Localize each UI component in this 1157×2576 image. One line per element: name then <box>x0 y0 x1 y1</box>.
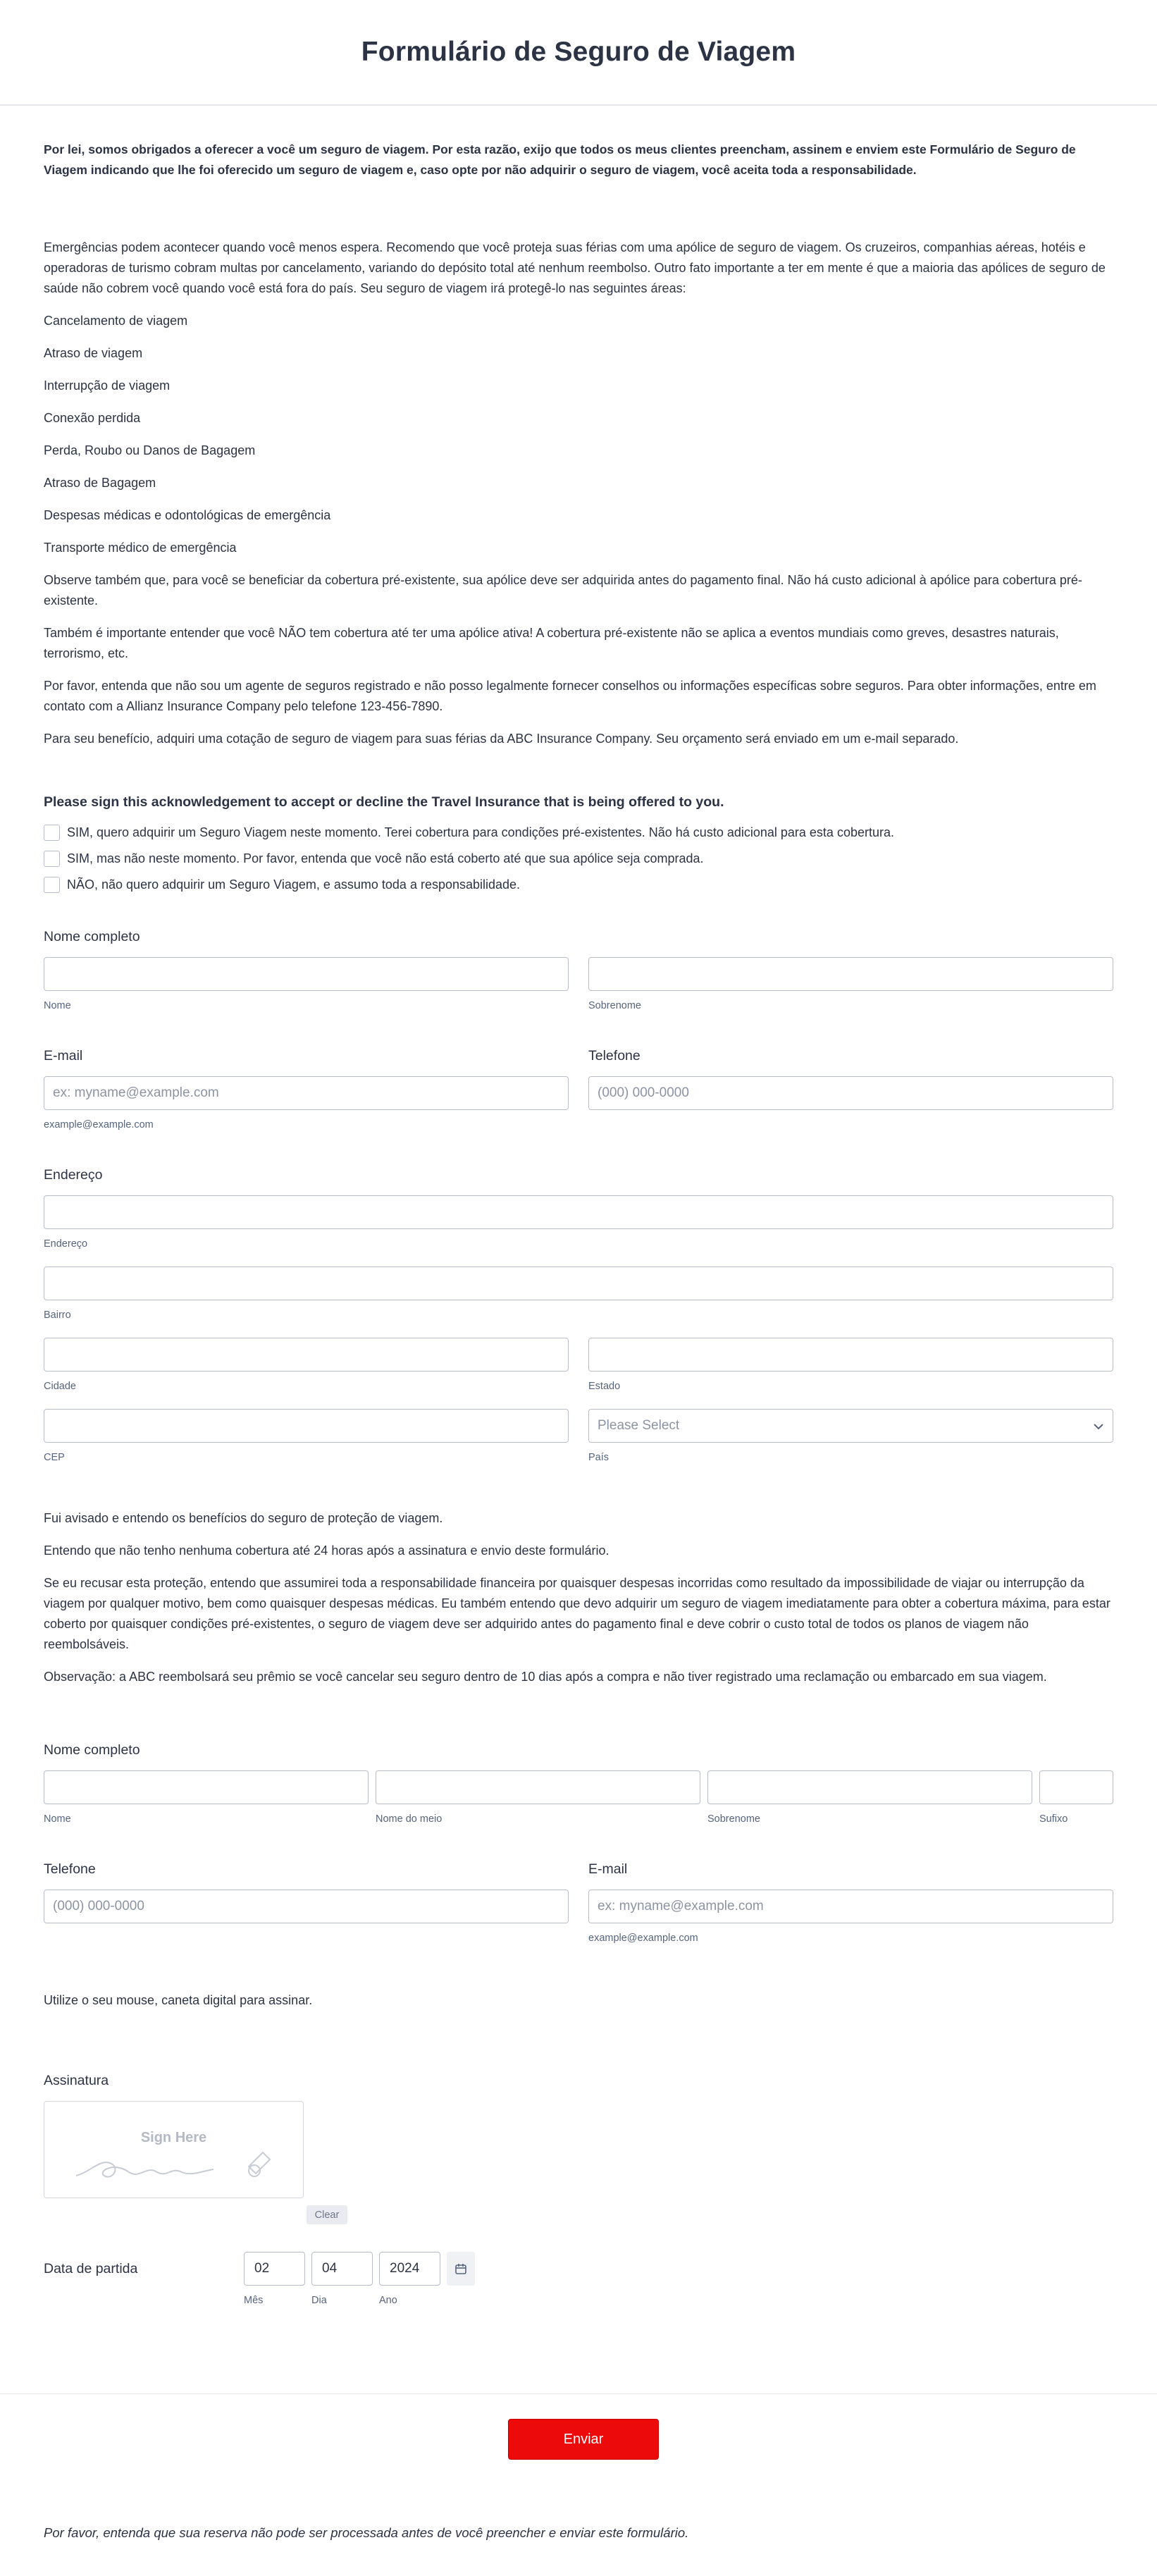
sublabel: Mês <box>244 2295 264 2306</box>
terms-paragraph: Observação: a ABC reembolsará seu prêmio se você cancelar seu seguro dentro de 10 dias após a compra e não tiver registrado uma reclamação ou embarcado em sua viagem. <box>44 1670 1047 1684</box>
field-label: Nome completo <box>44 1742 140 1758</box>
month-input[interactable]: 02 <box>244 2252 305 2286</box>
info-paragraph: Também é importante entender que você NÃO tem cobertura até ter uma apólice ativa! A cobertura pré-existente não se aplica a eventos mundiais como greves, desastres naturais, terrorismo, etc. <box>44 626 1059 660</box>
coverage-item: Interrupção de viagem <box>44 378 171 393</box>
clear-signature-button[interactable]: Clear <box>307 2205 347 2224</box>
field-label: Assinatura <box>44 2073 109 2088</box>
ack-option-label: SIM, mas não neste momento. Por favor, entenda que você não está coberto até que sua apólice seja comprada. <box>67 851 704 865</box>
signer-phone-email-row <box>44 1861 1113 1944</box>
country-select-value: Please Select <box>598 1418 680 1433</box>
year-input[interactable]: 2024 <box>379 2252 440 2286</box>
field-label: Nome completo <box>44 929 140 944</box>
last-name-input[interactable] <box>588 957 1113 991</box>
info-paragraph: Emergências podem acontecer quando você menos espera. Recomendo que você proteja suas férias com uma apólice de seguro de viagem. Os cruzeiros, companhias aéreas, hotéis e operadoras de turismo cobram multas por cancelamento, variando do depósito total até nenhum reembolso. Outro fato importante a ter em mente é que a maioria das apólices de seguro de saúde não cobrem você quando você está fora do país. Seu seguro de viagem irá protegê-lo nas seguintes áreas: <box>44 240 1106 295</box>
info-paragraph: Por favor, entenda que não sou um agente de seguros registrado e não posso legalmente fornecer conselhos ou informações específicas sobre seguros. Para obter informações, entre em contato com a Allianz Insurance Company pelo telefone 123-456-7890. <box>44 679 1096 713</box>
checkbox[interactable] <box>44 851 60 867</box>
signer-email-field[interactable]: ex: myname@example.com <box>588 1890 1113 1923</box>
state-input[interactable] <box>588 1338 1113 1372</box>
coverage-item: Conexão perdida <box>44 411 141 425</box>
coverage-item: Cancelamento de viagem <box>44 314 188 328</box>
info-paragraph: Para seu benefício, adquiri uma cotação de seguro de viagem para suas férias da ABC Insurance Company. Seu orçamento será enviado em um e-mail separado. <box>44 732 959 746</box>
chevron-down-icon <box>1093 1419 1104 1434</box>
coverage-item: Perda, Roubo ou Danos de Bagagem <box>44 443 256 457</box>
full-name-field <box>44 929 1113 1011</box>
sublabel: Nome do meio <box>376 1813 443 1825</box>
ack-option-label: SIM, quero adquirir um Seguro Viagem neste momento. Terei cobertura para condições pré-existentes. Não há custo adicional para esta cobertura. <box>67 825 894 839</box>
signature-field <box>44 2073 1113 2221</box>
footer-note: Por favor, entenda que sua reserva não pode ser processada antes de você preencher e enviar este formulário. <box>44 2525 689 2540</box>
country-select[interactable] <box>588 1409 1113 1443</box>
intro-notice: Por lei, somos obrigados a oferecer a você um seguro de viagem. Por esta razão, exijo que todos os meus clientes preencham, assinem e enviem este Formulário de Seguro de Viagem indicando que lhe foi oferecido um seguro de viagem e, caso opte por não adquirir o seguro de viagem, você aceita toda a responsabilidade. <box>44 142 1076 177</box>
form-content <box>0 140 1157 2306</box>
signer-last-name-input[interactable] <box>707 1770 1032 1804</box>
form-title: Formulário de Seguro de Viagem <box>361 37 796 67</box>
zip-input[interactable] <box>44 1409 569 1443</box>
signer-name-field <box>44 1742 1113 1825</box>
signer-first-name-input[interactable] <box>44 1770 369 1804</box>
info-paragraph: Observe também que, para você se beneficiar da cobertura pré-existente, sua apólice deve ser adquirida antes do pagamento final. Não há custo adicional à apólice para cobertura pré-existente. <box>44 573 1082 608</box>
city-input[interactable] <box>44 1338 569 1372</box>
acknowledgement-title: Please sign this acknowledgement to accept or decline the Travel Insurance that is being offered to you. <box>44 794 724 810</box>
sublabel: Sobrenome <box>707 1813 760 1825</box>
departure-date-field <box>44 2252 1113 2306</box>
terms-section <box>44 1508 1113 1687</box>
coverage-item: Despesas médicas e odontológicas de emergência <box>44 508 331 522</box>
field-label: E-mail <box>588 1861 628 1877</box>
insurance-info <box>44 238 1113 749</box>
sublabel: Sobrenome <box>588 1000 641 1011</box>
sublabel: Nome <box>44 1813 71 1825</box>
sublabel: Nome <box>44 1000 71 1011</box>
terms-paragraph: Se eu recusar esta proteção, entendo que assumirei toda a responsabilidade financeira por quaisquer despesas incorridas como resultado da impossibilidade de viajar ou interrupção da viagem por qualquer motivo, bem como quaisquer despesas médicas. Eu também entendo que devo adquirir um seguro de viagem imediatamente para obter a cobertura máxima, para estar coberto por quaisquer condições pré-existentes, o seguro de viagem deve ser adquirido antes do pagamento final e deve cobrir o custo total de todos os planos de viagem não reembolsáveis. <box>44 1576 1110 1651</box>
terms-paragraph: Entendo que não tenho nenhuma cobertura até 24 horas após a assinatura e envio deste formulário. <box>44 1543 610 1558</box>
signer-suffix-input[interactable] <box>1039 1770 1113 1804</box>
ack-option-label: NÃO, não quero adquirir um Seguro Viagem, e assumo toda a responsabilidade. <box>67 877 521 892</box>
email-phone-row <box>44 1048 1113 1130</box>
sublabel: example@example.com <box>588 1933 698 1944</box>
district-input[interactable] <box>44 1267 1113 1300</box>
field-label: Telefone <box>588 1048 641 1064</box>
phone-field[interactable]: (000) 000-0000 <box>588 1076 1113 1110</box>
checkbox[interactable] <box>44 825 60 841</box>
address-field <box>44 1167 1113 1463</box>
sublabel: Cidade <box>44 1381 76 1392</box>
ack-option-yes-now[interactable] <box>44 820 1113 846</box>
divider <box>0 2393 1157 2394</box>
day-input[interactable]: 04 <box>311 2252 373 2286</box>
sublabel: Dia <box>311 2295 327 2306</box>
signature-pad[interactable] <box>44 2101 304 2198</box>
submit-button[interactable]: Enviar <box>508 2419 659 2460</box>
sublabel: Endereço <box>44 1238 88 1250</box>
field-label: Endereço <box>44 1167 103 1183</box>
signature-scribble-icon <box>73 2144 284 2186</box>
coverage-item: Atraso de viagem <box>44 346 143 360</box>
sublabel: Estado <box>588 1381 621 1392</box>
sublabel: Ano <box>379 2295 397 2306</box>
sublabel: Sufixo <box>1039 1813 1068 1825</box>
street-input[interactable] <box>44 1195 1113 1229</box>
field-label: Data de partida <box>44 2261 138 2276</box>
sublabel: CEP <box>44 1452 65 1463</box>
ack-option-yes-later[interactable] <box>44 846 1113 872</box>
signer-phone-field[interactable]: (000) 000-0000 <box>44 1890 569 1923</box>
terms-paragraph: Fui avisado e entendo os benefícios do seguro de proteção de viagem. <box>44 1511 443 1525</box>
signer-middle-name-input[interactable] <box>376 1770 700 1804</box>
sublabel: País <box>588 1452 610 1463</box>
ack-option-no[interactable] <box>44 872 1113 898</box>
field-label: Telefone <box>44 1861 96 1877</box>
submit-wrapper <box>508 2419 659 2460</box>
coverage-item: Atraso de Bagagem <box>44 476 156 490</box>
calendar-icon[interactable] <box>447 2252 475 2286</box>
checkbox[interactable] <box>44 877 60 893</box>
signature-instruction: Utilize o seu mouse, caneta digital para assinar. <box>44 1993 313 2007</box>
sublabel: example@example.com <box>44 1119 154 1130</box>
sublabel: Bairro <box>44 1309 71 1321</box>
form-header <box>0 0 1157 106</box>
coverage-item: Transporte médico de emergência <box>44 541 237 555</box>
first-name-input[interactable] <box>44 957 569 991</box>
acknowledgement-section <box>44 794 1113 898</box>
signature-placeholder: Sign Here <box>140 2130 207 2145</box>
email-field[interactable]: ex: myname@example.com <box>44 1076 569 1110</box>
field-label: E-mail <box>44 1048 83 1064</box>
